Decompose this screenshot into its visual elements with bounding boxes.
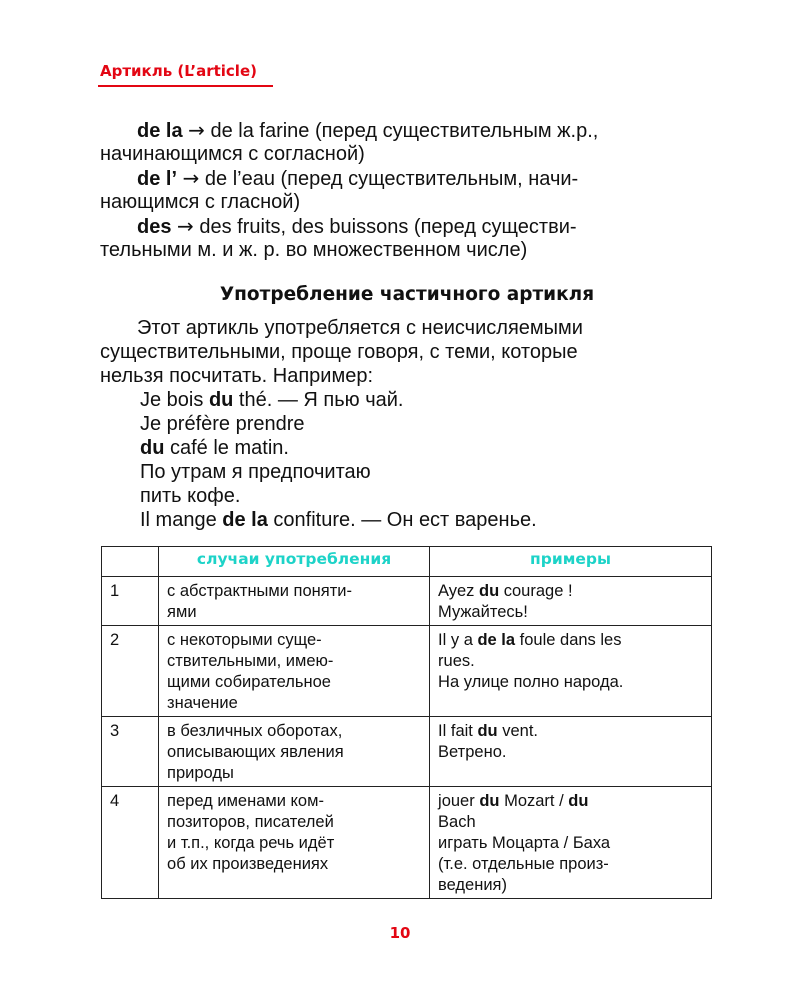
row-example: Il fait du vent. Ветрено. — [430, 717, 712, 787]
intro-line: de la → de la farine (перед существительным ж.р., — [137, 118, 599, 142]
paragraph-line: нельзя посчитать. Например: — [100, 365, 374, 387]
running-header: Артикль (L’article) — [100, 62, 257, 80]
table-row — [102, 626, 712, 717]
row-case: с абстрактными поняти- ями — [159, 577, 430, 626]
table-header-cases: случаи употребления — [159, 547, 430, 577]
header-underline — [98, 85, 273, 87]
example-line: Il mange de la confiture. — Он ест варенье. — [140, 509, 537, 531]
section-title: Употребление частичного артикля — [219, 284, 595, 305]
usage-table — [101, 546, 712, 899]
intro-line: des → des fruits, des buissons (перед существи- — [137, 214, 577, 238]
table-header-examples: примеры — [430, 547, 712, 577]
intro-line: нающимся с гласной) — [100, 191, 301, 213]
example-line: Je bois du thé. — Я пью чай. — [140, 389, 404, 411]
row-example: jouer du Mozart / du Bach играть Моцарта / Баха (т.е. отдельные произ- ведения) — [430, 787, 712, 899]
example-line: Je préfère prendre — [140, 413, 305, 435]
row-case: перед именами ком- позиторов, писателей и т.п., когда речь идёт об их произведениях — [159, 787, 430, 899]
example-line: По утрам я предпочитаю — [140, 461, 371, 483]
row-number: 4 — [102, 787, 159, 899]
example-line: du café le matin. — [140, 437, 289, 459]
paragraph-line: Этот артикль употребляется с неисчисляемыми — [137, 317, 583, 339]
intro-line: тельными м. и ж. р. во множественном числе) — [100, 239, 528, 261]
row-case: в безличных оборотах, описывающих явления природы — [159, 717, 430, 787]
table-header-number — [102, 547, 159, 577]
paragraph-line: существительными, проще говоря, с теми, которые — [100, 341, 578, 363]
table-row — [102, 577, 712, 626]
table-row — [102, 717, 712, 787]
row-number: 1 — [102, 577, 159, 626]
example-line: пить кофе. — [140, 485, 241, 507]
row-number: 3 — [102, 717, 159, 787]
page-number: 10 — [389, 924, 411, 942]
row-number: 2 — [102, 626, 159, 717]
row-case: с некоторыми суще- ствительными, имею- щими собирательное значение — [159, 626, 430, 717]
intro-line: начинающимся с согласной) — [100, 143, 365, 165]
intro-line: de l’ → de l’eau (перед существительным, начи- — [137, 166, 579, 190]
table-header-row — [102, 547, 712, 577]
row-example: Il y a de la foule dans les rues. На улице полно народа. — [430, 626, 712, 717]
table-row — [102, 787, 712, 899]
row-example: Ayez du courage ! Мужайтесь! — [430, 577, 712, 626]
